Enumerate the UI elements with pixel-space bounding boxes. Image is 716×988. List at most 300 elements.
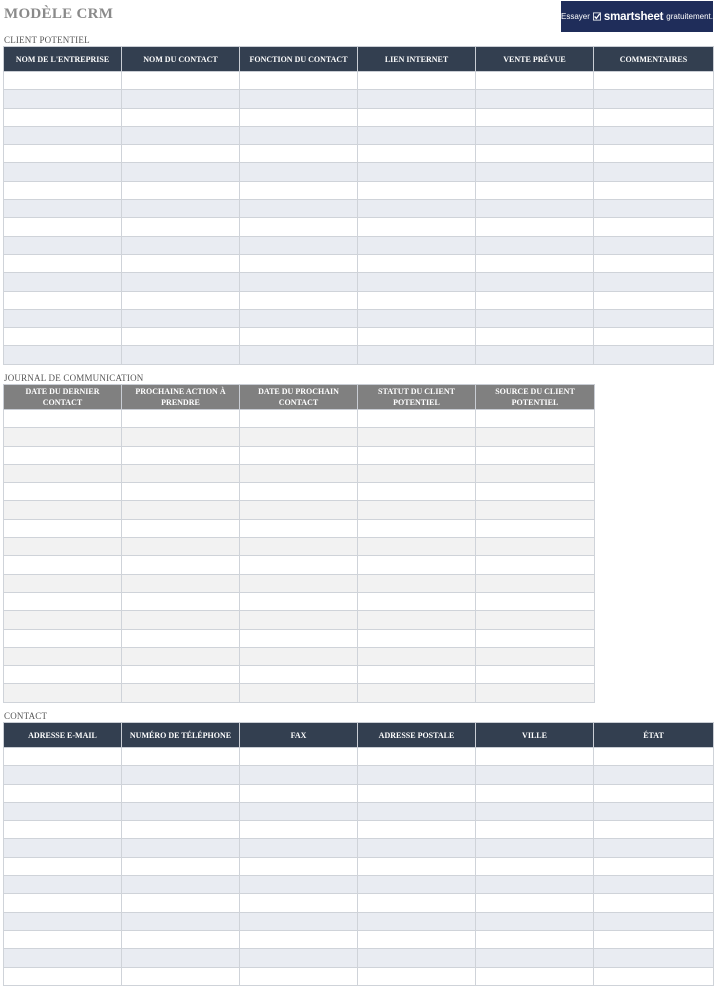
- table-cell[interactable]: [358, 629, 476, 647]
- table-cell[interactable]: [240, 629, 358, 647]
- table-cell[interactable]: [122, 766, 240, 784]
- table-header-row: [4, 385, 595, 410]
- table-cell[interactable]: [476, 647, 595, 665]
- table-cell[interactable]: [4, 857, 122, 875]
- table-cell[interactable]: [4, 519, 122, 537]
- table-cell[interactable]: [122, 876, 240, 894]
- table-cell[interactable]: [476, 145, 594, 163]
- table-cell[interactable]: [240, 464, 358, 482]
- table-cell[interactable]: [476, 501, 595, 519]
- table-cell[interactable]: [240, 821, 358, 839]
- table-cell[interactable]: [358, 647, 476, 665]
- table-cell[interactable]: [4, 876, 122, 894]
- table-cell[interactable]: [476, 949, 594, 967]
- table-cell[interactable]: [358, 538, 476, 556]
- table-cell[interactable]: [240, 766, 358, 784]
- table-row: [4, 967, 714, 985]
- table-cell[interactable]: [4, 273, 122, 291]
- table-cell[interactable]: [122, 108, 240, 126]
- table-cell[interactable]: [358, 519, 476, 537]
- table-cell[interactable]: [240, 611, 358, 629]
- table-cell[interactable]: [4, 126, 122, 144]
- table-cell[interactable]: [240, 802, 358, 820]
- table-row: [4, 291, 714, 309]
- table-row: [4, 611, 595, 629]
- table-cell[interactable]: [594, 912, 714, 930]
- table-row: [4, 200, 714, 218]
- table-cell[interactable]: [358, 126, 476, 144]
- table-cell[interactable]: [594, 145, 714, 163]
- table-cell[interactable]: [240, 857, 358, 875]
- table-cell[interactable]: [476, 254, 594, 272]
- table-cell[interactable]: [476, 629, 595, 647]
- table-cell[interactable]: [594, 254, 714, 272]
- table-cell[interactable]: [476, 876, 594, 894]
- table-cell[interactable]: [594, 766, 714, 784]
- table-cell[interactable]: [4, 90, 122, 108]
- table-cell[interactable]: [476, 163, 594, 181]
- table-cell[interactable]: [240, 666, 358, 684]
- table-cell[interactable]: [358, 291, 476, 309]
- table-cell[interactable]: [358, 912, 476, 930]
- table-cell[interactable]: [240, 556, 358, 574]
- table-cell[interactable]: [4, 410, 122, 428]
- table-cell[interactable]: [358, 163, 476, 181]
- table-cell[interactable]: [122, 273, 240, 291]
- table-cell[interactable]: [122, 949, 240, 967]
- table-cell[interactable]: [358, 930, 476, 948]
- table-cell[interactable]: [476, 930, 594, 948]
- table-cell[interactable]: [4, 802, 122, 820]
- table-cell[interactable]: [358, 90, 476, 108]
- table-cell[interactable]: [240, 428, 358, 446]
- table-cell[interactable]: [4, 200, 122, 218]
- table-cell[interactable]: [358, 876, 476, 894]
- table-cell[interactable]: [358, 748, 476, 766]
- table-cell[interactable]: [476, 538, 595, 556]
- table-cell[interactable]: [476, 748, 594, 766]
- table-row: [4, 181, 714, 199]
- table-cell[interactable]: [358, 766, 476, 784]
- column-header: FONCTION DU CONTACT: [240, 47, 358, 72]
- table-cell[interactable]: [240, 181, 358, 199]
- table-cell[interactable]: [4, 108, 122, 126]
- table-cell[interactable]: [358, 839, 476, 857]
- table-cell[interactable]: [476, 108, 594, 126]
- table-row: [4, 839, 714, 857]
- table-cell[interactable]: [4, 930, 122, 948]
- table-cell[interactable]: [122, 126, 240, 144]
- table-cell[interactable]: [240, 784, 358, 802]
- table-cell[interactable]: [358, 72, 476, 90]
- table-cell[interactable]: [122, 328, 240, 346]
- table-cell[interactable]: [594, 291, 714, 309]
- table-cell[interactable]: [594, 894, 714, 912]
- table-cell[interactable]: [122, 647, 240, 665]
- banner-pre-text: Essayer: [561, 12, 590, 21]
- table-cell[interactable]: [358, 200, 476, 218]
- table-cell[interactable]: [476, 611, 595, 629]
- table-cell[interactable]: [240, 410, 358, 428]
- table-cell[interactable]: [240, 748, 358, 766]
- table-cell[interactable]: [4, 428, 122, 446]
- table-cell[interactable]: [240, 519, 358, 537]
- table-cell[interactable]: [476, 410, 595, 428]
- table-cell[interactable]: [358, 254, 476, 272]
- column-header: PROCHAINE ACTION À PRENDRE: [122, 385, 240, 410]
- table-cell[interactable]: [594, 72, 714, 90]
- table-cell[interactable]: [122, 309, 240, 327]
- table-cell[interactable]: [594, 857, 714, 875]
- table-cell[interactable]: [358, 666, 476, 684]
- table-cell[interactable]: [476, 291, 594, 309]
- table-cell[interactable]: [4, 501, 122, 519]
- table-cell[interactable]: [4, 163, 122, 181]
- table-cell[interactable]: [4, 446, 122, 464]
- table-cell[interactable]: [358, 784, 476, 802]
- table-cell[interactable]: [476, 218, 594, 236]
- table-cell[interactable]: [358, 346, 476, 364]
- table-cell[interactable]: [122, 218, 240, 236]
- journal-communication-table: [3, 384, 595, 703]
- table-cell[interactable]: [240, 446, 358, 464]
- table-cell[interactable]: [122, 464, 240, 482]
- table-cell[interactable]: [122, 930, 240, 948]
- table-cell[interactable]: [122, 857, 240, 875]
- table-cell[interactable]: [4, 894, 122, 912]
- table-row: [4, 784, 714, 802]
- table-cell[interactable]: [476, 72, 594, 90]
- table-cell[interactable]: [240, 967, 358, 985]
- table-cell[interactable]: [358, 611, 476, 629]
- table-cell[interactable]: [122, 684, 240, 702]
- table-cell[interactable]: [122, 446, 240, 464]
- table-cell[interactable]: [358, 556, 476, 574]
- table-cell[interactable]: [122, 483, 240, 501]
- table-row: [4, 876, 714, 894]
- table-cell[interactable]: [594, 784, 714, 802]
- table-row: [4, 218, 714, 236]
- table-cell[interactable]: [594, 236, 714, 254]
- table-cell[interactable]: [240, 200, 358, 218]
- table-cell[interactable]: [122, 748, 240, 766]
- table-cell[interactable]: [122, 574, 240, 592]
- table-cell[interactable]: [240, 254, 358, 272]
- table-cell[interactable]: [358, 857, 476, 875]
- table-cell[interactable]: [358, 145, 476, 163]
- table-cell[interactable]: [240, 912, 358, 930]
- table-cell[interactable]: [358, 684, 476, 702]
- table-cell[interactable]: [122, 967, 240, 985]
- table-cell[interactable]: [476, 328, 594, 346]
- table-cell[interactable]: [240, 894, 358, 912]
- table-cell[interactable]: [594, 839, 714, 857]
- table-cell[interactable]: [358, 218, 476, 236]
- table-cell[interactable]: [358, 181, 476, 199]
- table-cell[interactable]: [4, 839, 122, 857]
- table-cell[interactable]: [594, 949, 714, 967]
- table-cell[interactable]: [594, 163, 714, 181]
- table-cell[interactable]: [4, 72, 122, 90]
- table-cell[interactable]: [476, 894, 594, 912]
- table-cell[interactable]: [240, 328, 358, 346]
- column-header: COMMENTAIRES: [594, 47, 714, 72]
- table-cell[interactable]: [240, 236, 358, 254]
- table-cell[interactable]: [4, 967, 122, 985]
- table-cell[interactable]: [476, 967, 594, 985]
- table-cell[interactable]: [4, 145, 122, 163]
- table-cell[interactable]: [358, 108, 476, 126]
- table-cell[interactable]: [476, 200, 594, 218]
- table-row: [4, 126, 714, 144]
- table-cell[interactable]: [4, 766, 122, 784]
- table-row: [4, 574, 595, 592]
- table-cell[interactable]: [4, 328, 122, 346]
- table-cell[interactable]: [240, 309, 358, 327]
- table-cell[interactable]: [594, 200, 714, 218]
- table-cell[interactable]: [594, 346, 714, 364]
- table-cell[interactable]: [240, 291, 358, 309]
- table-cell[interactable]: [4, 748, 122, 766]
- table-cell[interactable]: [358, 273, 476, 291]
- table-cell[interactable]: [122, 200, 240, 218]
- table-cell[interactable]: [122, 236, 240, 254]
- table-cell[interactable]: [594, 218, 714, 236]
- table-cell[interactable]: [358, 236, 476, 254]
- table-cell[interactable]: [476, 684, 595, 702]
- table-row: [4, 328, 714, 346]
- table-cell[interactable]: [358, 446, 476, 464]
- table-cell[interactable]: [240, 273, 358, 291]
- table-cell[interactable]: [4, 291, 122, 309]
- table-cell[interactable]: [4, 684, 122, 702]
- table-cell[interactable]: [476, 574, 595, 592]
- table-cell[interactable]: [476, 839, 594, 857]
- table-cell[interactable]: [476, 446, 595, 464]
- table-cell[interactable]: [594, 876, 714, 894]
- table-cell[interactable]: [122, 291, 240, 309]
- table-cell[interactable]: [240, 592, 358, 610]
- table-cell[interactable]: [476, 483, 595, 501]
- table-cell[interactable]: [476, 181, 594, 199]
- table-cell[interactable]: [476, 857, 594, 875]
- table-cell[interactable]: [240, 218, 358, 236]
- table-cell[interactable]: [358, 428, 476, 446]
- table-cell[interactable]: [476, 912, 594, 930]
- table-cell[interactable]: [240, 145, 358, 163]
- table-cell[interactable]: [4, 784, 122, 802]
- table-cell[interactable]: [122, 72, 240, 90]
- table-cell[interactable]: [4, 647, 122, 665]
- table-cell[interactable]: [240, 876, 358, 894]
- table-cell[interactable]: [476, 666, 595, 684]
- table-row: [4, 428, 595, 446]
- table-cell[interactable]: [476, 273, 594, 291]
- section-label-client-potentiel: CLIENT POTENTIEL: [4, 35, 90, 45]
- table-cell[interactable]: [240, 72, 358, 90]
- table-cell[interactable]: [4, 346, 122, 364]
- table-cell[interactable]: [476, 309, 594, 327]
- table-cell[interactable]: [4, 574, 122, 592]
- table-cell[interactable]: [358, 410, 476, 428]
- table-row: [4, 748, 714, 766]
- table-cell[interactable]: [4, 949, 122, 967]
- table-cell[interactable]: [476, 236, 594, 254]
- table-cell[interactable]: [358, 967, 476, 985]
- table-cell[interactable]: [4, 592, 122, 610]
- table-cell[interactable]: [476, 90, 594, 108]
- table-cell[interactable]: [476, 464, 595, 482]
- table-cell[interactable]: [358, 894, 476, 912]
- table-cell[interactable]: [122, 519, 240, 537]
- table-cell[interactable]: [122, 611, 240, 629]
- table-cell[interactable]: [4, 666, 122, 684]
- table-cell[interactable]: [4, 556, 122, 574]
- table-row: [4, 684, 595, 702]
- table-cell[interactable]: [4, 254, 122, 272]
- table-cell[interactable]: [594, 108, 714, 126]
- column-header: ADRESSE E-MAIL: [4, 723, 122, 748]
- table-cell[interactable]: [476, 821, 594, 839]
- table-cell[interactable]: [594, 821, 714, 839]
- table-cell[interactable]: [358, 574, 476, 592]
- table-cell[interactable]: [122, 181, 240, 199]
- table-cell[interactable]: [594, 967, 714, 985]
- table-cell[interactable]: [358, 821, 476, 839]
- table-row: [4, 72, 714, 90]
- table-cell[interactable]: [122, 346, 240, 364]
- table-cell[interactable]: [594, 126, 714, 144]
- table-cell[interactable]: [594, 930, 714, 948]
- column-header: DATE DU PROCHAIN CONTACT: [240, 385, 358, 410]
- smartsheet-check-icon: [593, 12, 601, 21]
- table-header-row: [4, 47, 714, 72]
- table-cell[interactable]: [122, 501, 240, 519]
- table-row: [4, 236, 714, 254]
- table-cell[interactable]: [122, 784, 240, 802]
- table-row: [4, 501, 595, 519]
- table-cell[interactable]: [240, 90, 358, 108]
- table-cell[interactable]: [122, 894, 240, 912]
- table-cell[interactable]: [358, 949, 476, 967]
- table-cell[interactable]: [240, 163, 358, 181]
- table-cell[interactable]: [594, 328, 714, 346]
- table-cell[interactable]: [4, 912, 122, 930]
- table-cell[interactable]: [122, 592, 240, 610]
- table-cell[interactable]: [476, 519, 595, 537]
- table-cell[interactable]: [594, 748, 714, 766]
- table-cell[interactable]: [122, 821, 240, 839]
- table-cell[interactable]: [240, 538, 358, 556]
- table-row: [4, 666, 595, 684]
- column-header: VENTE PRÉVUE: [476, 47, 594, 72]
- table-cell[interactable]: [4, 821, 122, 839]
- table-cell[interactable]: [240, 930, 358, 948]
- table-cell[interactable]: [122, 666, 240, 684]
- table-row: [4, 410, 595, 428]
- table-cell[interactable]: [4, 464, 122, 482]
- table-row: [4, 145, 714, 163]
- table-cell[interactable]: [122, 254, 240, 272]
- table-cell[interactable]: [4, 181, 122, 199]
- table-cell[interactable]: [122, 145, 240, 163]
- table-cell[interactable]: [4, 218, 122, 236]
- table-cell[interactable]: [476, 346, 594, 364]
- table-cell[interactable]: [122, 912, 240, 930]
- table-row: [4, 519, 595, 537]
- table-cell[interactable]: [594, 802, 714, 820]
- table-cell[interactable]: [594, 309, 714, 327]
- table-cell[interactable]: [4, 629, 122, 647]
- table-cell[interactable]: [476, 766, 594, 784]
- table-cell[interactable]: [122, 802, 240, 820]
- table-cell[interactable]: [240, 483, 358, 501]
- table-cell[interactable]: [358, 309, 476, 327]
- table-cell[interactable]: [4, 236, 122, 254]
- table-cell[interactable]: [122, 629, 240, 647]
- table-cell[interactable]: [594, 90, 714, 108]
- table-cell[interactable]: [4, 483, 122, 501]
- table-cell[interactable]: [476, 428, 595, 446]
- table-cell[interactable]: [358, 483, 476, 501]
- table-cell[interactable]: [240, 647, 358, 665]
- table-cell[interactable]: [476, 592, 595, 610]
- column-header: VILLE: [476, 723, 594, 748]
- table-cell[interactable]: [594, 273, 714, 291]
- table-cell[interactable]: [358, 501, 476, 519]
- table-row: [4, 629, 595, 647]
- try-smartsheet-banner[interactable]: [561, 1, 713, 32]
- table-cell[interactable]: [240, 574, 358, 592]
- table-cell[interactable]: [122, 428, 240, 446]
- table-cell[interactable]: [240, 949, 358, 967]
- table-cell[interactable]: [122, 90, 240, 108]
- banner-post-text: gratuitement.: [666, 12, 713, 21]
- table-cell[interactable]: [240, 839, 358, 857]
- column-header: LIEN INTERNET: [358, 47, 476, 72]
- table-row: [4, 483, 595, 501]
- table-cell[interactable]: [4, 538, 122, 556]
- table-cell[interactable]: [240, 126, 358, 144]
- table-row: [4, 894, 714, 912]
- table-cell[interactable]: [122, 163, 240, 181]
- table-cell[interactable]: [122, 839, 240, 857]
- table-cell[interactable]: [476, 784, 594, 802]
- table-cell[interactable]: [240, 108, 358, 126]
- table-cell[interactable]: [240, 501, 358, 519]
- table-cell[interactable]: [476, 802, 594, 820]
- table-cell[interactable]: [594, 181, 714, 199]
- table-row: [4, 163, 714, 181]
- table-cell[interactable]: [476, 126, 594, 144]
- column-header: STATUT DU CLIENT POTENTIEL: [358, 385, 476, 410]
- table-cell[interactable]: [4, 611, 122, 629]
- table-cell[interactable]: [122, 556, 240, 574]
- table-cell[interactable]: [240, 684, 358, 702]
- table-cell[interactable]: [358, 328, 476, 346]
- table-cell[interactable]: [4, 309, 122, 327]
- table-cell[interactable]: [240, 346, 358, 364]
- table-cell[interactable]: [358, 802, 476, 820]
- table-cell[interactable]: [358, 464, 476, 482]
- table-cell[interactable]: [358, 592, 476, 610]
- table-cell[interactable]: [122, 538, 240, 556]
- contact-table: [3, 722, 714, 986]
- table-cell[interactable]: [476, 556, 595, 574]
- table-row: [4, 273, 714, 291]
- client-potentiel-table: [3, 46, 714, 365]
- table-cell[interactable]: [122, 410, 240, 428]
